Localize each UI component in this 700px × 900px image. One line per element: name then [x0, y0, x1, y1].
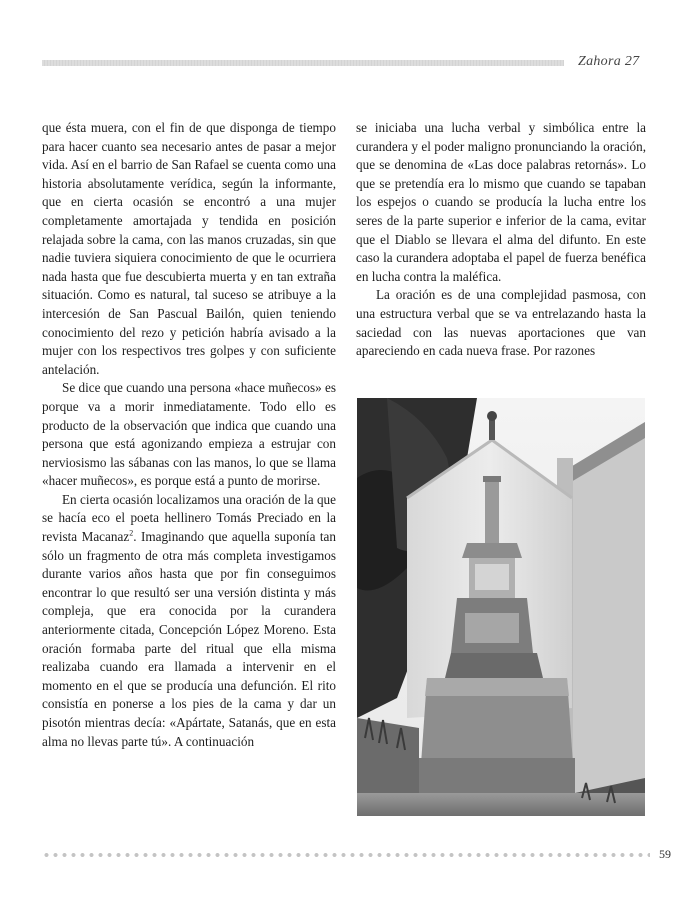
footer-dot-rule	[42, 852, 650, 858]
header-rule	[42, 60, 564, 66]
footnote-reference: 2	[129, 528, 134, 538]
paragraph: Se dice que cuando una persona «hace muñecos» es porque va a morir inmediatamente. Todo ello es producto de la observación que indica que cuando una persona que está agonizando empieza a estrujar con nerviosismo las sábanas con las manos, lo que se llama «hacer muñecos», es porque está a punto de morirse.	[42, 380, 336, 489]
cemetery-photograph	[357, 398, 645, 816]
left-column	[42, 119, 336, 751]
paragraph	[42, 491, 336, 751]
right-column	[356, 119, 646, 361]
paragraph-text: En cierta ocasión localizamos una oración de la que se hacía eco el poeta hellinero Tomás Preciado en la revista Macanaz	[42, 491, 336, 545]
running-head: Zahora 27	[578, 54, 640, 69]
page-number: 59	[659, 847, 671, 861]
paragraph: La oración es de una complejidad pasmosa, con una estructura verbal que se va entrelazando hasta la saciedad con las nuevas aportaciones que van apareciendo en cada nueva frase. Por razones	[356, 287, 646, 359]
paragraph-text: . Imaginando que aquella suponía tan sólo un fragmento de otra más completa investigamos durante varios años hasta que por fin conseguimos encontrar lo que resultó ser una versión distinta y más compleja, que era conocida por la curandera anteriormente citada, Concepción López Moreno. Esta oración formaba parte del ritual que ella misma realizaba cuando era llamada a intervenir en el momento en el que se producía una defunción. El rito consistía en ponerse a los pies de la cama y dar un pisotón mientras decía: «Apártate, Satanás, que en esta alma no llevas parte tú». A continuación	[42, 529, 336, 749]
paragraph: que ésta muera, con el fin de que disponga de tiempo para hacer cuanto sea necesario antes de pasar a mejor vida. Así en el barrio de San Rafael se cuenta como una historia absolutamente verídica, según la informante, que en cierta ocasión se encontró a una mujer completamente amortajada y tendida en posición relajada sobre la cama, con las manos cruzadas, sin que nadie tuviera siquiera conocimiento de que le ocurriera nada hasta que fue descubierta muerta y en tan extraña situación. Como es natural, tal suceso se atribuye a la intercesión de San Pascual Bailón, quien teniendo conocimiento del rezo y petición habría avisado a la mujer con los respectivos tres golpes y con suficiente antelación.	[42, 120, 336, 377]
paragraph: se iniciaba una lucha verbal y simbólica entre la curandera y el poder maligno pronunciando la oración, que se denomina de «Las doce palabras retornás». Lo que se pretendía era lo mismo que cuando se tapaban los espejos o cuando se producía la lucha entre los seres de la parte superior e inferior de la cama, evitar que el Diablo se llevara el alma del difunto. En este caso la curandera adoptaba el papel de fuerza benéfica en lucha contra la maléfica.	[356, 120, 646, 284]
